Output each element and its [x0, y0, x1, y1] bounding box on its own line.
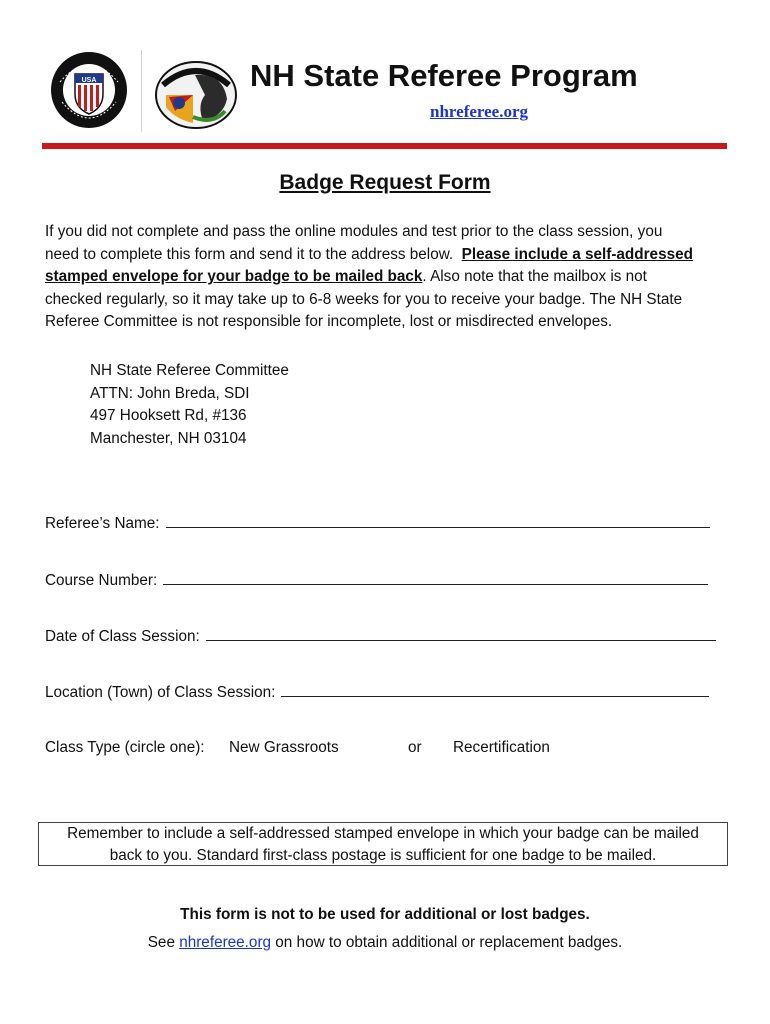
notice-line: back to you. Standard first-class postage is sufficient for one badge to be mailed. — [109, 847, 657, 864]
class-type-or: or — [408, 739, 422, 756]
class-date-blank[interactable] — [206, 625, 716, 641]
notice-line: Remember to include a self-addressed stamped envelope in which your badge can be mailed — [67, 825, 699, 842]
class-date-label: Date of Class Session: — [45, 628, 200, 645]
class-type-recertification[interactable]: Recertification — [453, 739, 550, 756]
us-soccer-referee-logo-icon — [50, 50, 128, 130]
footer-see-text — [0, 934, 770, 952]
intro-line: checked regularly, so it may take up to 6-8 weeks for you to receive your badge. The NH State — [45, 290, 683, 308]
intro-emphasis: Please include a self-addressed — [461, 245, 693, 263]
class-type-label: Class Type (circle one): — [45, 739, 205, 756]
referee-name-label: Referee’s Name: — [45, 515, 160, 532]
header-divider — [141, 50, 142, 132]
intro-text: . Also note that the mailbox is not — [422, 268, 647, 285]
class-location-label: Location (Town) of Class Session: — [45, 684, 276, 701]
class-location-field — [45, 681, 709, 702]
class-date-field — [45, 625, 716, 646]
intro-emphasis: stamped envelope for your badge to be mailed back — [45, 268, 423, 285]
referee-name-blank[interactable] — [166, 512, 710, 528]
form-title: Badge Request Form — [279, 171, 491, 194]
footer-see-suffix: on how to obtain additional or replacement badges. — [271, 934, 623, 951]
header-rule — [42, 143, 727, 149]
class-type-new-grassroots[interactable]: New Grassroots — [229, 739, 339, 756]
intro-text: need to complete this form and send it to the address below. — [45, 245, 454, 263]
course-number-field — [45, 569, 708, 590]
course-number-blank[interactable] — [163, 569, 708, 585]
mailing-address — [90, 360, 289, 450]
footer-site-link[interactable]: nhreferee.org — [179, 934, 272, 951]
address-line: NH State Referee Committee — [90, 362, 289, 379]
address-line: 497 Hooksett Rd, #136 — [90, 407, 247, 424]
page-title: NH State Referee Program — [250, 58, 638, 93]
footer-see-prefix: See — [147, 934, 180, 951]
envelope-notice-box — [38, 822, 728, 866]
intro-line: Referee Committee is not responsible for incomplete, lost or misdirected envelopes. — [45, 313, 613, 330]
course-number-label: Course Number: — [45, 572, 158, 589]
svg-text:USA: USA — [81, 77, 97, 84]
footer-warning: This form is not to be used for additional or lost badges. — [180, 906, 590, 923]
nh-soccer-logo-icon — [153, 55, 243, 130]
site-link[interactable]: nhreferee.org — [430, 102, 529, 121]
intro-line — [45, 266, 735, 289]
class-location-blank[interactable] — [281, 681, 709, 697]
intro-line — [45, 244, 735, 267]
address-line: Manchester, NH 03104 — [90, 429, 247, 447]
intro-line: If you did not complete and pass the online modules and test prior to the class session, you — [45, 223, 663, 240]
intro-paragraph — [45, 221, 735, 334]
referee-name-field — [45, 512, 710, 533]
address-line: ATTN: John Breda, SDI — [90, 384, 250, 402]
